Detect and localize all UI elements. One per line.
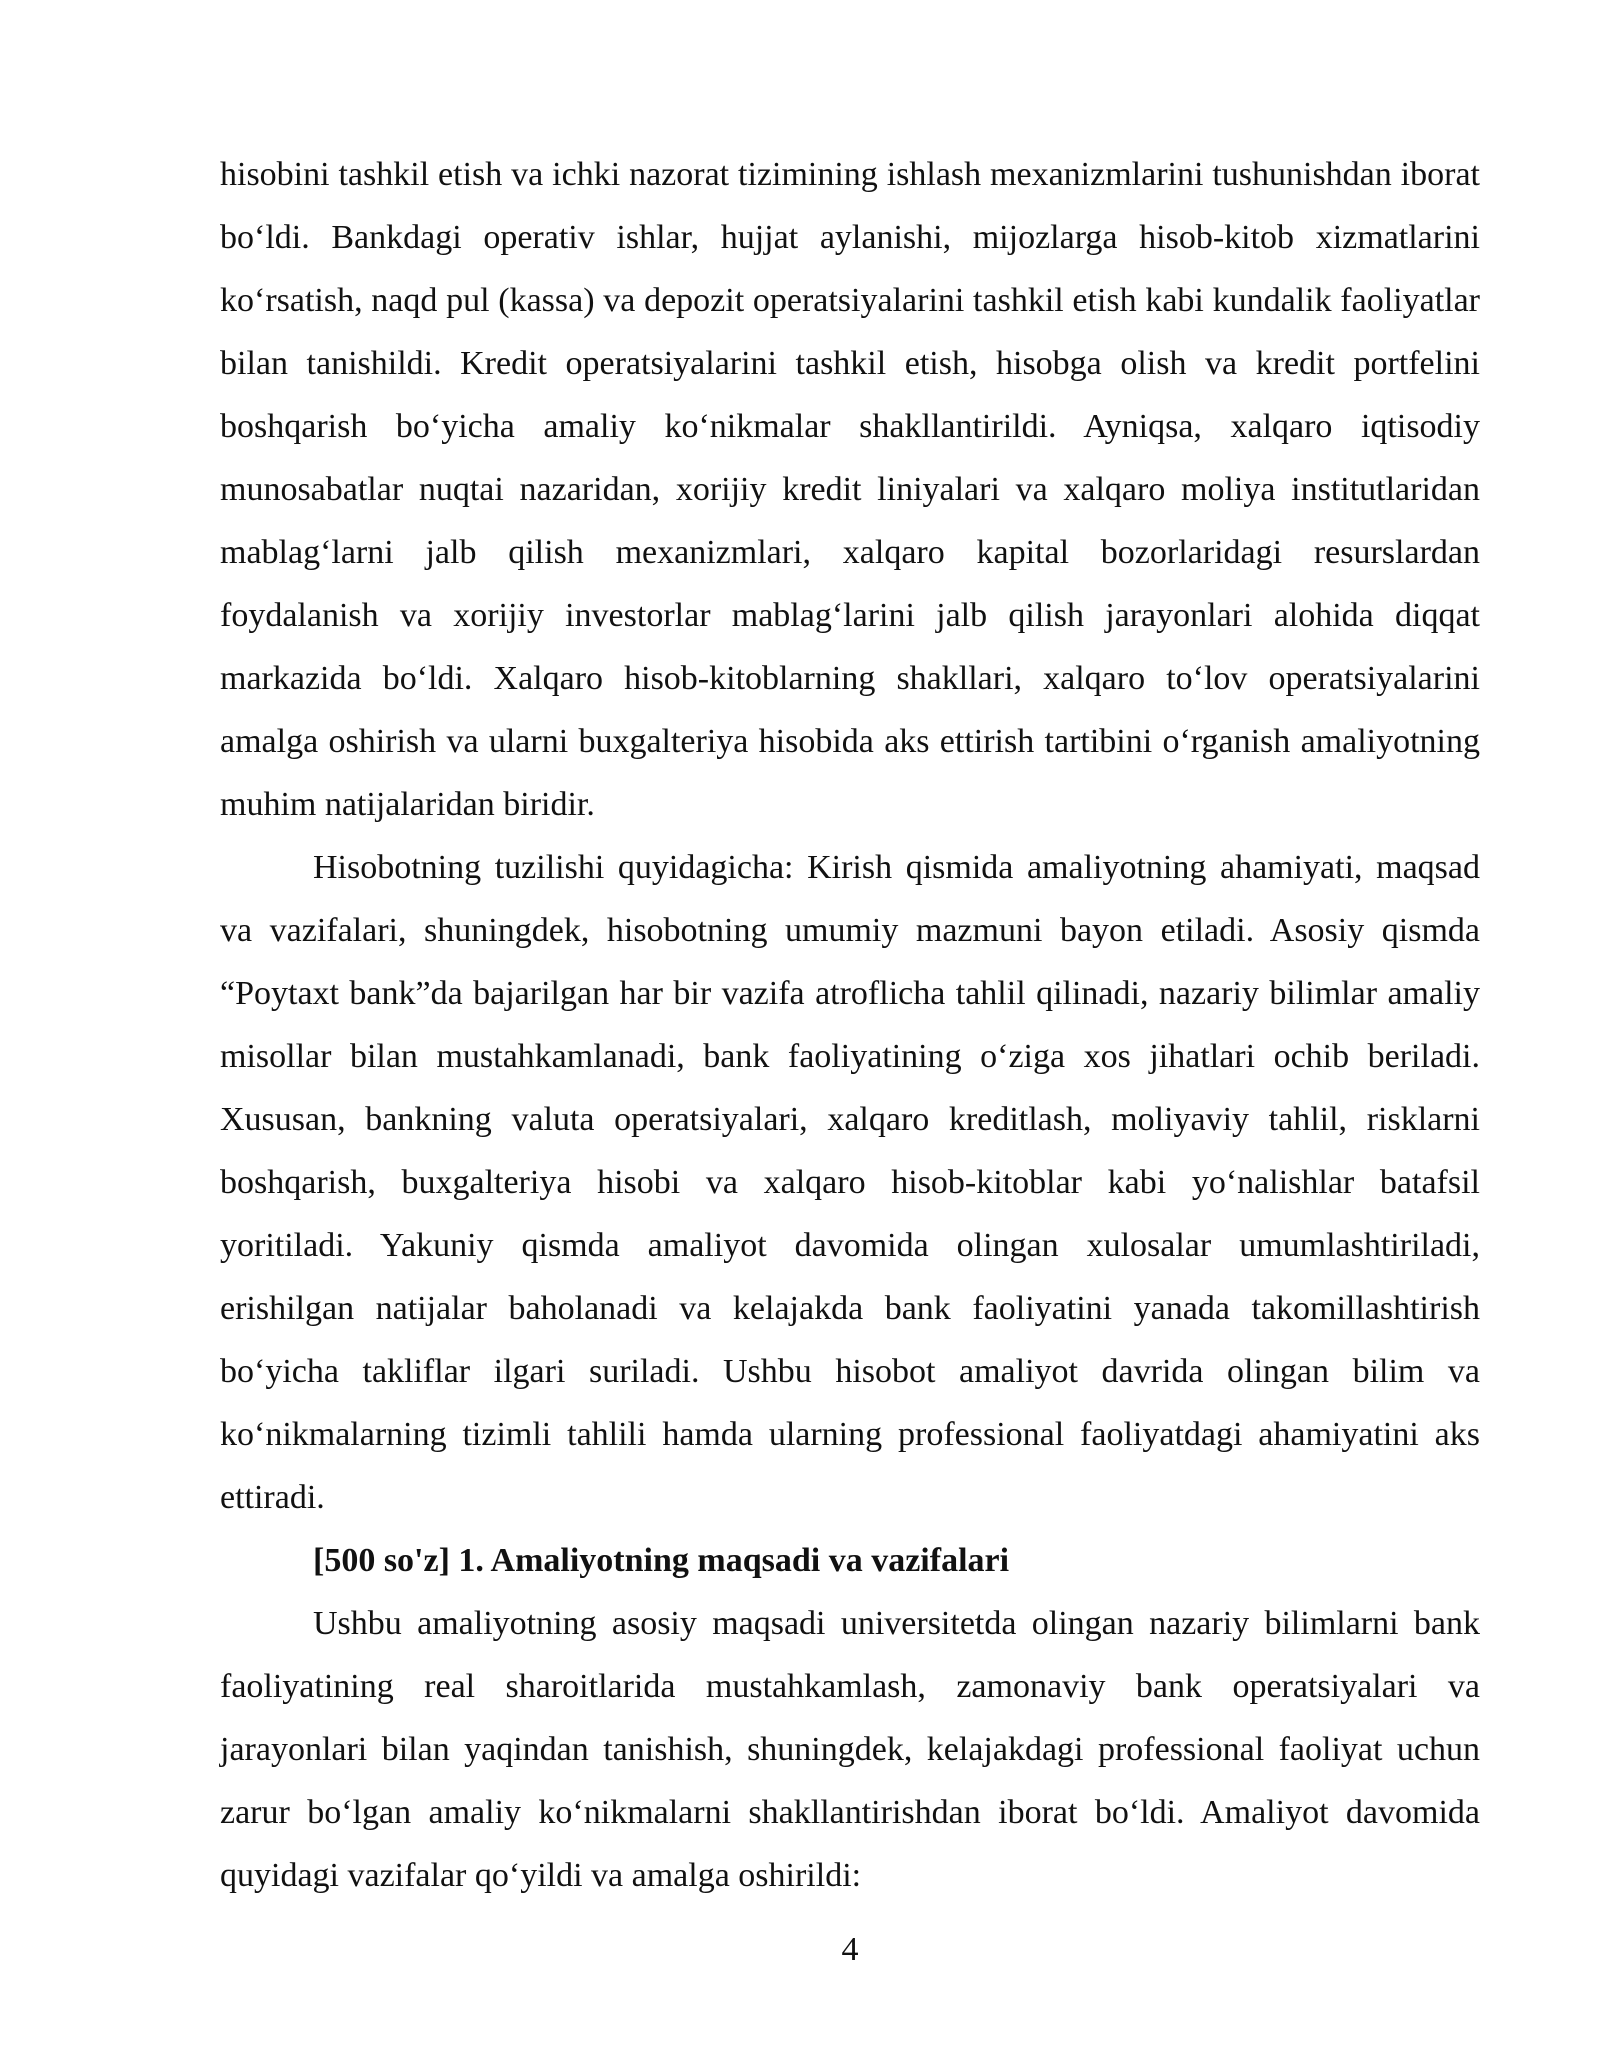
document-body <box>220 143 1480 1907</box>
section-heading: [500 so'z] 1. Amaliyotning maqsadi va vazifalari <box>313 1542 1010 1579</box>
page-number: 4 <box>841 1931 859 1968</box>
paragraph-continued: hisobini tashkil etish va ichki nazorat tizimining ishlash mexanizmlarini tushunishdan iborat bo‘ldi. Bankdagi operativ ishlar, hujjat aylanishi, mijozlarga hisob-kitob xizmatlarini ko‘rsatish, naqd pul (kassa) va depozit operatsiyalarini tashkil etish kabi kundalik faoliyatlar bilan tanishildi. Kredit operatsiyalarini tashkil etish, hisobga olish va kredit portfelini boshqarish bo‘yicha amaliy ko‘nikmalar shakllantirildi. Ayniqsa, xalqaro iqtisodiy munosabatlar nuqtai nazaridan, xorijiy kredit liniyalari va xalqaro moliya institutlaridan mablag‘larni jalb qilish mexanizmlari, xalqaro kapital bozorlaridagi resurslardan foydalanish va xorijiy investorlar mablag‘larini jalb qilish jarayonlari alohida diqqat markazida bo‘ldi. Xalqaro hisob-kitoblarning shakllari, xalqaro to‘lov operatsiyalarini amalga oshirish va ularni buxgalteriya hisobida aks ettirish tartibini o‘rganish amaliyotning muhim natijalaridan biridir. <box>220 156 1480 823</box>
paragraph-goal: Ushbu amaliyotning asosiy maqsadi universitetda olingan nazariy bilimlarni bank faoliyatining real sharoitlarida mustahkamlash, zamonaviy bank operatsiyalari va jarayonlari bilan yaqindan tanishish, shuningdek, kelajakdagi professional faoliyat uchun zarur bo‘lgan amaliy ko‘nikmalarni shakllantirishdan iborat bo‘ldi. Amaliyot davomida quyidagi vazifalar qo‘yildi va amalga oshirildi: <box>220 1605 1480 1894</box>
paragraph-report-structure: Hisobotning tuzilishi quyidagicha: Kirish qismida amaliyotning ahamiyati, maqsad va vazifalari, shuningdek, hisobotning umumiy mazmuni bayon etiladi. Asosiy qismda “Poytaxt bank”da bajarilgan har bir vazifa atroflicha tahlil qilinadi, nazariy bilimlar amaliy misollar bilan mustahkamlanadi, bank faoliyatining o‘ziga xos jihatlari ochib beriladi. Xususan, bankning valuta operatsiyalari, xalqaro kreditlash, moliyaviy tahlil, risklarni boshqarish, buxgalteriya hisobi va xalqaro hisob-kitoblar kabi yo‘nalishlar batafsil yoritiladi. Yakuniy qismda amaliyot davomida olingan xulosalar umumlashtiriladi, erishilgan natijalar baholanadi va kelajakda bank faoliyatini yanada takomillashtirish bo‘yicha takliflar ilgari suriladi. Ushbu hisobot amaliyot davrida olingan bilim va ko‘nikmalarning tizimli tahlili hamda ularning professional faoliyatdagi ahamiyatini aks ettiradi. <box>220 849 1480 1516</box>
